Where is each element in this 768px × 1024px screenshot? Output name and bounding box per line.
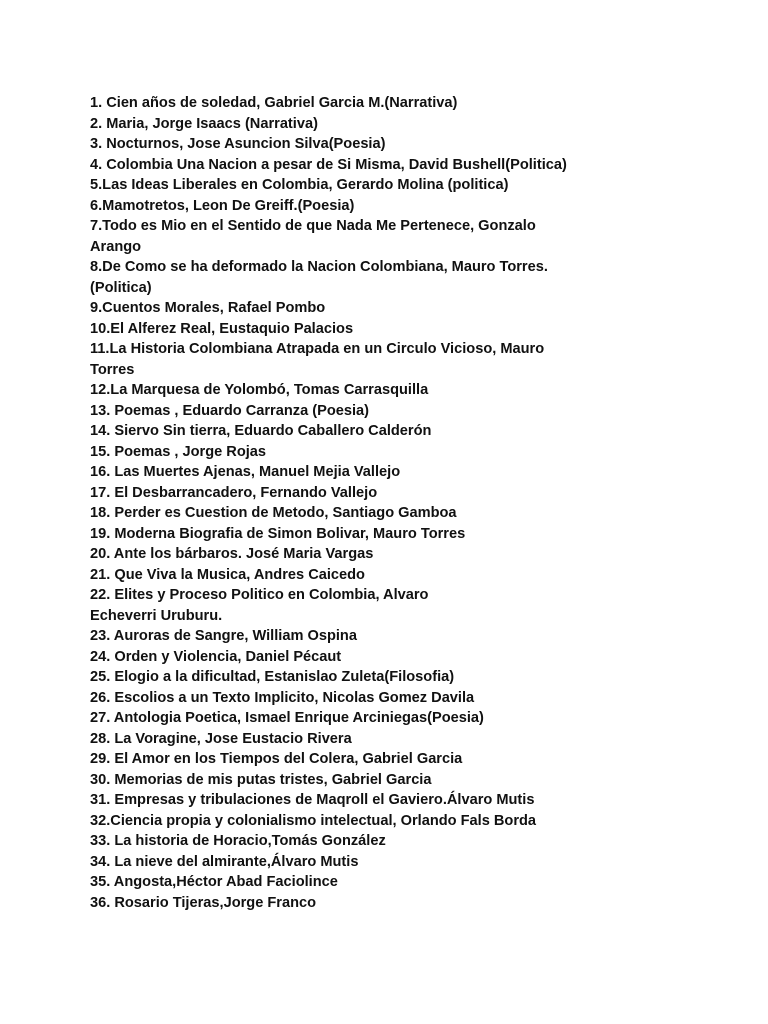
list-line: 6.Mamotretos, Leon De Greiff.(Poesia) (90, 197, 355, 214)
list-line: 17. El Desbarrancadero, Fernando Vallejo (90, 484, 378, 501)
list-line: 26. Escolios a un Texto Implicito, Nicolas Gomez Davila (90, 689, 475, 706)
list-line: 11.La Historia Colombiana Atrapada en un Circulo Vicioso, Mauro (90, 341, 545, 357)
list-line: 13. Poemas , Eduardo Carranza (Poesia) (90, 402, 370, 419)
list-line: 15. Poemas , Jorge Rojas (90, 443, 267, 460)
list-line: 18. Perder es Cuestion de Metodo, Santiago Gamboa (90, 505, 457, 521)
list-line: 27. Antologia Poetica, Ismael Enrique Arciniegas(Poesia) (90, 710, 484, 726)
list-line: 33. La historia de Horacio,Tomás González (90, 833, 386, 849)
list-line: 12.La Marquesa de Yolombó, Tomas Carrasquilla (90, 382, 429, 398)
list-line: 9.Cuentos Morales, Rafael Pombo (90, 300, 326, 316)
list-line: 2. Maria, Jorge Isaacs (Narrativa) (90, 115, 318, 132)
list-line: 28. La Voragine, Jose Eustacio Rivera (90, 730, 352, 747)
list-line: 20. Ante los bárbaros. José Maria Vargas (90, 546, 374, 562)
list-line: 34. La nieve del almirante,Álvaro Mutis (90, 853, 359, 870)
book-list (90, 93, 730, 913)
list-line: 10.El Alferez Real, Eustaquio Palacios (90, 320, 354, 337)
list-line: 19. Moderna Biografia de Simon Bolivar, Mauro Torres (90, 525, 466, 542)
list-line: 1. Cien años de soledad, Gabriel Garcia M.(Narrativa) (90, 95, 458, 111)
list-line: 31. Empresas y tribulaciones de Maqroll el Gaviero.Álvaro Mutis (90, 792, 535, 808)
list-line: 7.Todo es Mio en el Sentido de que Nada Me Pertenece, Gonzalo (90, 218, 536, 234)
list-line: 5.Las Ideas Liberales en Colombia, Gerardo Molina (politica) (90, 177, 509, 193)
list-line: 36. Rosario Tijeras,Jorge Franco (90, 894, 317, 911)
list-line: 30. Memorias de mis putas tristes, Gabriel Garcia (90, 771, 432, 788)
list-line: 29. El Amor en los Tiempos del Colera, Gabriel Garcia (90, 751, 463, 767)
list-line: 22. Elites y Proceso Politico en Colombia, Alvaro (90, 587, 429, 603)
list-line: 8.De Como se ha deformado la Nacion Colombiana, Mauro Torres. (90, 259, 548, 275)
list-line: 14. Siervo Sin tierra, Eduardo Caballero Calderón (90, 423, 432, 439)
list-line: (Politica) (90, 279, 152, 296)
list-line: 32.Ciencia propia y colonialismo intelectual, Orlando Fals Borda (90, 812, 537, 829)
list-line: Echeverri Uruburu. (90, 607, 223, 624)
list-line: 4. Colombia Una Nacion a pesar de Si Misma, David Bushell(Politica) (90, 156, 567, 173)
list-line: 21. Que Viva la Musica, Andres Caicedo (90, 566, 365, 583)
list-line: 35. Angosta,Héctor Abad Faciolince (90, 874, 338, 890)
list-line: 25. Elogio a la dificultad, Estanislao Zuleta(Filosofia) (90, 669, 455, 685)
list-line: 24. Orden y Violencia, Daniel Pécaut (90, 648, 342, 665)
list-line: 23. Auroras de Sangre, William Ospina (90, 628, 357, 644)
list-line: 16. Las Muertes Ajenas, Manuel Mejia Vallejo (90, 464, 401, 480)
list-line: Arango (90, 238, 142, 255)
list-line: Torres (90, 361, 135, 378)
list-line: 3. Nocturnos, Jose Asuncion Silva(Poesia) (90, 136, 386, 152)
